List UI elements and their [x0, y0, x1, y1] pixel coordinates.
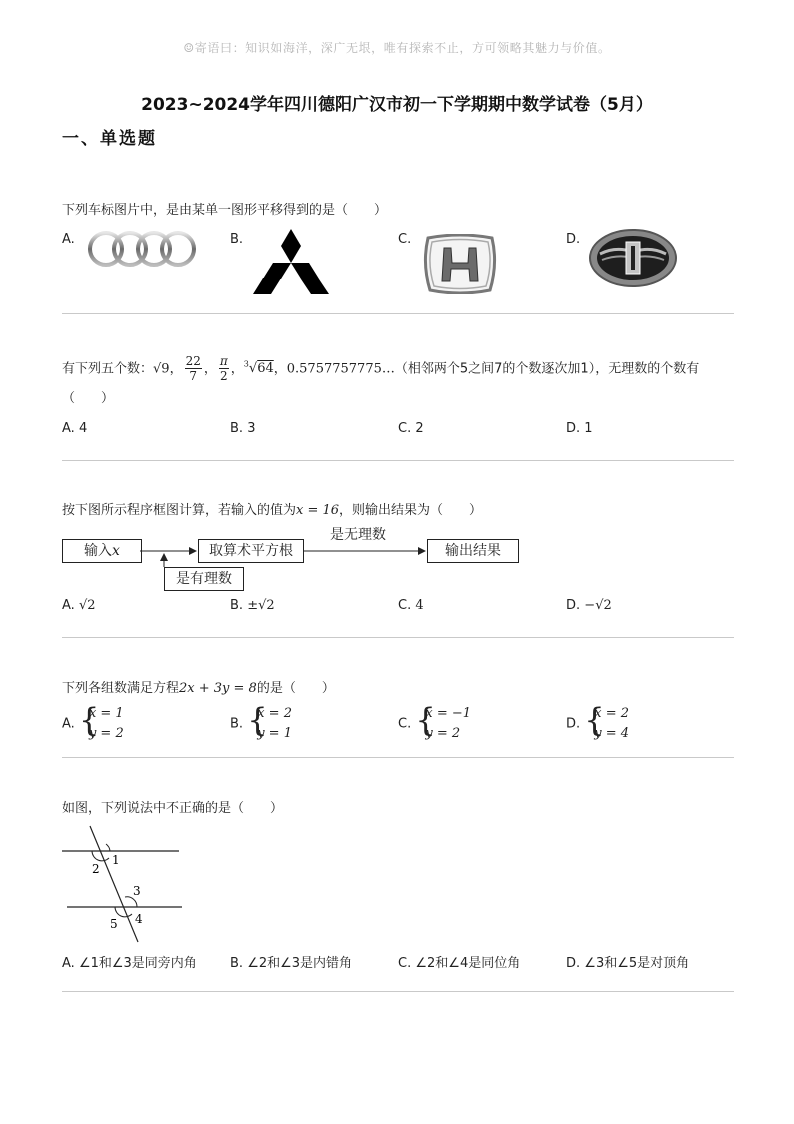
fraction-22-7: $\frac{22}{7}$	[185, 354, 201, 384]
audi-rings-icon	[86, 226, 198, 272]
option-c: C. 2	[398, 421, 424, 436]
divider	[62, 991, 734, 992]
option-b: B. ∠2和∠3是内错角	[230, 956, 353, 971]
option-label: B.	[230, 232, 244, 247]
option-a: A. √2	[62, 598, 96, 613]
flow-input-box: 输入x	[62, 539, 142, 563]
mitsubishi-diamonds-icon	[253, 227, 329, 295]
question-stem: 下列车标图片中，是由某单一图形平移得到的是（ ）	[62, 203, 388, 218]
faw-emblem-icon	[588, 228, 678, 288]
option-b: B. ±√2	[230, 598, 275, 613]
stem-math: x = 16	[296, 503, 340, 518]
decimal-number: 0.5757757775…	[286, 361, 395, 377]
option-label: D.	[566, 232, 581, 247]
equation-system: { x = 1 y = 2	[78, 701, 124, 741]
question-1	[62, 200, 734, 222]
equation-system: { x = 2 y = 4	[584, 701, 630, 741]
option-label: A.	[62, 232, 75, 247]
equation-system: { x = 2 y = 1	[247, 701, 292, 741]
angle-label-4: 4	[135, 912, 143, 926]
option-d: D. 1	[566, 421, 593, 436]
divider	[62, 637, 734, 638]
question-5	[62, 798, 734, 820]
stem-suffix: （相邻两个5之间7的个数逐次加1），无理数的个数有	[394, 361, 700, 377]
option-a: A. ∠1和∠3是同旁内角	[62, 956, 197, 971]
option-c	[398, 232, 411, 247]
question-stem: 如图，下列说法中不正确的是（ ）	[62, 801, 284, 816]
option-a: A. 4	[62, 421, 88, 436]
divider	[62, 313, 734, 314]
angle-label-3: 3	[133, 884, 141, 898]
section-heading: 一、单选题	[62, 129, 157, 149]
question-4: 下列各组数满足方程2x + 3y = 8的是（ ）	[62, 681, 335, 696]
angle-label-1: 1	[112, 853, 120, 867]
stem-math: 2x + 3y = 8	[179, 681, 257, 696]
flow-output-box: 输出结果	[427, 539, 519, 563]
option-a	[62, 232, 75, 247]
option-d: D. −√2	[566, 598, 612, 613]
fraction-pi-2: $\frac{\pi}{2}$	[219, 354, 228, 384]
angle-label-2: 2	[92, 862, 100, 876]
option-label: C.	[398, 232, 412, 247]
option-b: B. 3	[230, 421, 256, 436]
option-b: B. { x = 2 y = 1	[230, 704, 292, 744]
option-d	[566, 232, 580, 247]
divider	[62, 460, 734, 461]
flow-process-box: 取算术平方根	[198, 539, 304, 563]
angle-label-5: 5	[110, 917, 118, 931]
flow-arrows	[140, 538, 430, 590]
honda-h-icon	[422, 234, 498, 294]
stem-prefix: 有下列五个数：	[62, 361, 154, 377]
page-title: 2023~2024学年四川德阳广汉市初一下学期期中数学试卷（5月）	[141, 95, 653, 115]
parallel-lines-figure	[62, 822, 186, 946]
sqrt-9: √9	[153, 361, 170, 377]
divider	[62, 757, 734, 758]
option-b	[230, 232, 243, 247]
cube-root-64: $^3$√64	[243, 360, 274, 377]
motto-banner: ☺寄语曰：知识如海洋，深广无垠，唯有探索不止，方可领略其魅力与价值。	[183, 41, 611, 55]
question-3: 按下图所示程序框图计算，若输入的值为x = 16，则输出结果为（ ）	[62, 503, 483, 518]
option-a: A. { x = 1 y = 2	[62, 704, 124, 744]
option-d: D. ∠3和∠5是对顶角	[566, 956, 690, 971]
equation-system: { x = −1 y = 2	[415, 701, 472, 741]
flow-irrational-label: 是无理数	[330, 527, 386, 543]
option-c: C. { x = −1 y = 2	[398, 704, 471, 744]
option-c: C. 4	[398, 598, 424, 613]
option-d: D. { x = 2 y = 4	[566, 704, 629, 744]
option-c: C. ∠2和∠4是同位角	[398, 956, 521, 971]
question-2: 有下列五个数：√9， $\frac{22}{7}$ ， $\frac{\pi}{2}$ ，$^3$√64，0.5757757775…（相邻两个5之间7的个数逐次加1），无理数的个数有 （ ）	[62, 352, 734, 410]
stem-line-2: （ ）	[62, 391, 115, 406]
flow-rational-box: 是有理数	[164, 567, 244, 591]
